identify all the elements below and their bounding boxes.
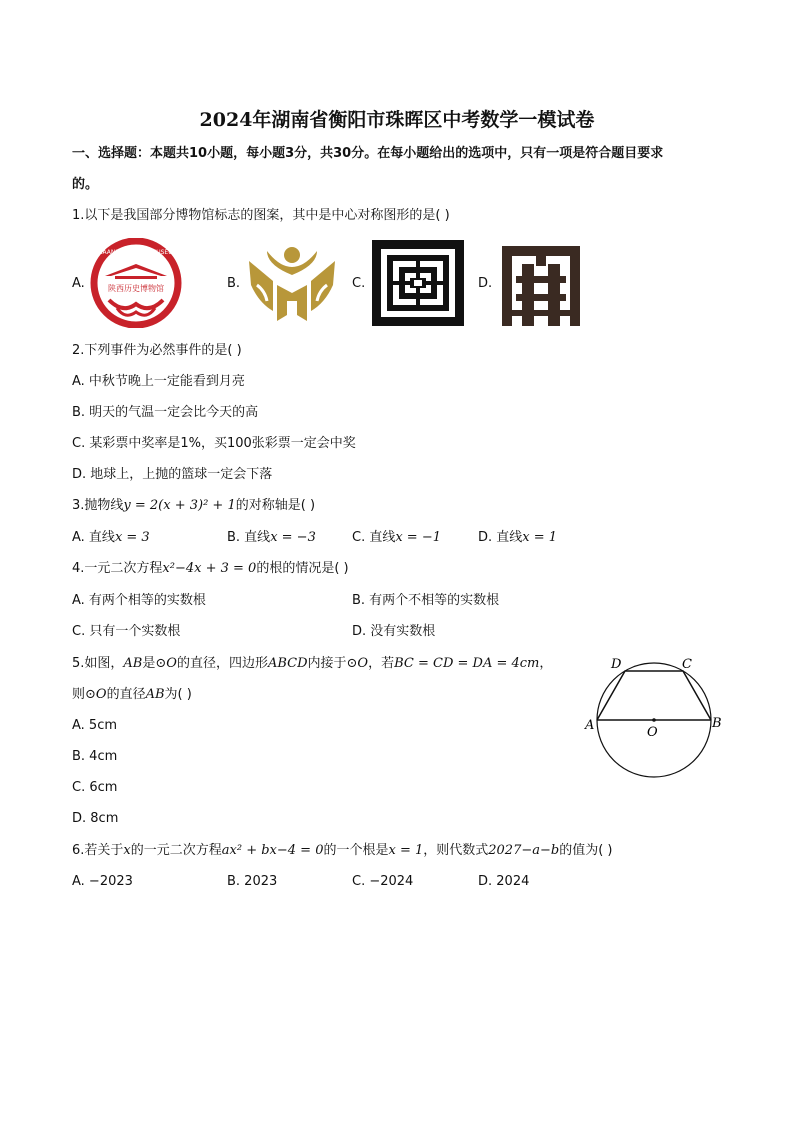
q4-stem-math: x²−4x + 3 = 0 xyxy=(162,561,257,576)
q5-l1-a: 5.如图， xyxy=(72,656,124,671)
q6-post: 的值为( ) xyxy=(559,843,613,858)
q3-option-b xyxy=(227,529,316,547)
q5-l1-c: 的直径，四边形 xyxy=(176,656,268,671)
q3-d-label: D. 直线 xyxy=(478,530,523,545)
q3-b-label: B. 直线 xyxy=(227,530,271,545)
museum-logo-c-icon xyxy=(372,240,464,326)
q4-option-b: B. 有两个不相等的实数根 xyxy=(352,593,500,608)
question-4-stem xyxy=(72,560,349,578)
label-a: A xyxy=(585,718,595,733)
museum-logo-b-icon xyxy=(245,241,339,327)
q6-m1: x xyxy=(123,843,131,858)
q1-option-c-label: C. xyxy=(352,276,366,291)
q5-l1-m5: BC = CD = DA = 4cm xyxy=(394,656,540,671)
q3-option-c xyxy=(352,529,441,547)
q5-l1-b: 是 xyxy=(142,656,156,671)
q3-a-label: A. 直线 xyxy=(72,530,115,545)
q6-m3: x = 1 xyxy=(388,843,424,858)
question-6-stem xyxy=(72,842,613,860)
section-instructions-line1: 一、选择题：本题共10小题，每小题3分，共30分。在每小题给出的选项中，只有一项是符合题目要求 xyxy=(72,146,664,161)
q2-option-a: A. 中秋节晚上一定能看到月亮 xyxy=(72,374,245,389)
q6-pre: 6.若关于 xyxy=(72,843,124,858)
q3-d-math: x = 1 xyxy=(522,530,558,545)
quad-sides xyxy=(597,671,711,720)
question-2-stem: 2.下列事件为必然事件的是( ) xyxy=(72,343,242,358)
q5-l1-d: 内接于 xyxy=(307,656,347,671)
q5-l1-m4: ⊙O xyxy=(346,656,369,671)
q5-option-c: C. 6cm xyxy=(72,780,118,795)
center-dot xyxy=(652,718,656,722)
q5-option-a: A. 5cm xyxy=(72,718,118,733)
label-b: B xyxy=(712,716,722,731)
q5-l2-a: 则 xyxy=(72,687,86,702)
question-3-stem xyxy=(72,497,315,515)
museum-logo-d-icon xyxy=(496,240,586,328)
q6-m2: ax² + bx−4 = 0 xyxy=(221,843,324,858)
q2-option-b: B. 明天的气温一定会比今天的高 xyxy=(72,405,259,420)
q3-stem-math: y = 2(x + 3)² + 1 xyxy=(123,498,236,513)
q1-option-d-label: D. xyxy=(478,276,493,291)
label-d: D xyxy=(611,657,622,672)
section-instructions-line2: 的。 xyxy=(72,177,99,192)
q6-option-a: A. −2023 xyxy=(72,874,133,889)
q6-option-d: D. 2024 xyxy=(478,874,530,889)
q5-l2-b: 的直径 xyxy=(106,687,146,702)
q5-l1-m1: AB xyxy=(123,656,143,671)
q5-option-b: B. 4cm xyxy=(72,749,118,764)
q4-option-d: D. 没有实数根 xyxy=(352,624,436,639)
q5-l1-e: ，若 xyxy=(368,656,395,671)
q4-option-c: C. 只有一个实数根 xyxy=(72,624,181,639)
question-5-stem-line2 xyxy=(72,686,192,704)
q3-c-label: C. 直线 xyxy=(352,530,396,545)
q6-option-c: C. −2024 xyxy=(352,874,414,889)
shaanxi-museum-logo-icon xyxy=(85,238,187,328)
q6-m4: 2027−a−b xyxy=(488,843,560,858)
question-1-stem: 1.以下是我国部分博物馆标志的图案，其中是中心对称图形的是( ) xyxy=(72,208,450,223)
q1-option-a-label: A. xyxy=(72,276,85,291)
q3-option-d xyxy=(478,529,557,547)
q5-l1-m2: ⊙O xyxy=(155,656,177,671)
q6-mid1: 的一元二次方程 xyxy=(130,843,222,858)
label-o: O xyxy=(647,725,658,740)
q5-l2-m2: AB xyxy=(145,687,165,702)
q5-l1-m3: ABCD xyxy=(267,656,308,671)
q3-b-math: x = −3 xyxy=(270,530,316,545)
q3-stem-pre: 3.抛物线 xyxy=(72,498,124,513)
label-c: C xyxy=(682,657,692,672)
q3-stem-post: 的对称轴是( ) xyxy=(235,498,316,513)
q5-l1-f: ， xyxy=(539,656,553,671)
q2-option-d: D. 地球上，上抛的篮球一定会下落 xyxy=(72,467,273,482)
q3-c-math: x = −1 xyxy=(395,530,441,545)
q3-a-math: x = 3 xyxy=(114,530,150,545)
logo-a-en-text: SHAANXI HISTORY MUSEUM xyxy=(94,249,178,256)
q4-stem-pre: 4.一元二次方程 xyxy=(72,561,163,576)
q6-option-b: B. 2023 xyxy=(227,874,278,889)
q6-mid3: ，则代数式 xyxy=(423,843,489,858)
q3-option-a xyxy=(72,529,150,547)
q2-option-c: C. 某彩票中奖率是1%，买100张彩票一定会中奖 xyxy=(72,436,356,451)
logo-a-cn-text: 陕西历史博物馆 xyxy=(108,284,164,293)
q4-option-a: A. 有两个相等的实数根 xyxy=(72,593,206,608)
q5-option-d: D. 8cm xyxy=(72,811,119,826)
question-5-stem-line1 xyxy=(72,655,552,673)
q1-option-b-label: B. xyxy=(227,276,241,291)
q5-l2-m1: ⊙O xyxy=(85,687,107,702)
circle-quadrilateral-figure xyxy=(578,652,726,782)
q4-stem-post: 的根的情况是( ) xyxy=(256,561,349,576)
exam-title: 2024年湖南省衡阳市珠晖区中考数学一模试卷 xyxy=(199,109,595,131)
q6-mid2: 的一个根是 xyxy=(323,843,389,858)
q5-l2-c: 为( ) xyxy=(164,687,192,702)
